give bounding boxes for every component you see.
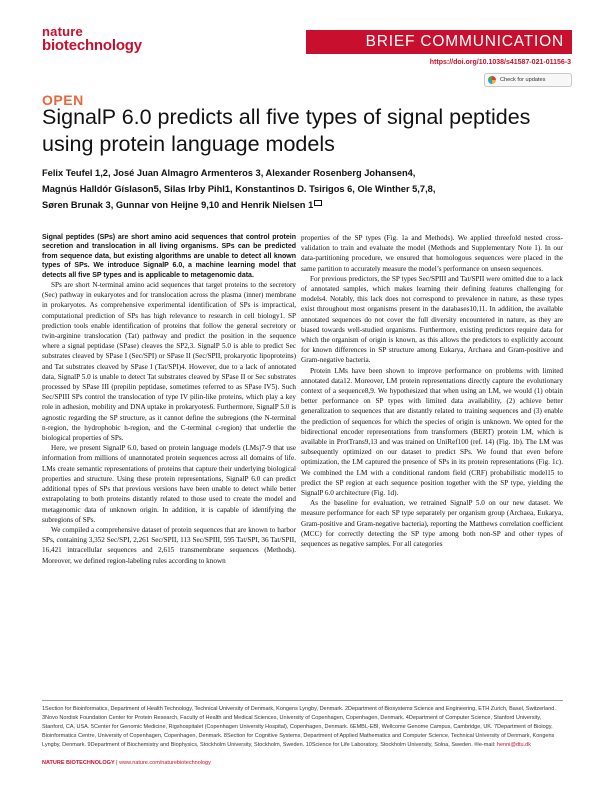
article-type-banner: BRIEF COMMUNICATION	[306, 30, 572, 54]
envelope-icon: ✉	[474, 742, 479, 748]
crossmark-icon	[488, 76, 496, 84]
footer-url[interactable]: www.nature.com/naturebiotechnology	[119, 760, 211, 766]
logo-nature: nature	[42, 24, 83, 39]
body-column-left	[42, 233, 296, 566]
author-line	[42, 197, 562, 213]
body-column-right	[301, 233, 563, 549]
body-paragraph: As the baseline for evaluation, we retrained SignalP 5.0 on our new dataset. We measure performance for each SP type separately per organism group (Archaea, Eukarya, Gram-positive and Gram-negative bacteria), reporting the Matthews correlation coefficient (MCC) for correctly detecting the SP type among both non-SP and other types of sequences as negative samples. For all categories	[301, 499, 563, 549]
footer-journal-name: NATURE BIOTECHNOLOGY	[42, 760, 115, 766]
logo-biotechnology: biotechnology	[42, 37, 142, 54]
page-footer	[42, 760, 211, 766]
author-line: Felix Teufel 1,2, José Juan Almagro Armenteros 3, Alexander Rosenberg Johansen4,	[42, 168, 416, 178]
body-paragraph: For previous predictors, the SP types Sec/SPIII and Tat/SPII were omitted due to a lack of annotated samples, which makes learning their defining features challenging for models4. Notably, this lack does not correspond to prevalence in nature, as these types exist throughout most organisms present in the databases10,11. In addition, the available annotated sequences do not cover the full diversity encountered in nature, as they are biased towards well-studied organisms. Furthermore, existing predictors require data for which the organism of origin is known, as this allows the predictors to explicitly account for known differences in SP structure among Eukarya, Archaea and Gram-positive and Gram-negative bacteria.	[301, 274, 563, 365]
body-paragraph: Protein LMs have been shown to improve performance on problems with limited annotated data12. Moreover, LM protein representations directly capture the evolutionary context of a sequence8,9. We hypothesized that when using an LM, we would (1) obtain better performance on SP types with limited data availability, (2) achieve better generalization to sequences that are distantly related to training sequences and (3) enable the prediction of sequences for which the species of origin is unknown. We opted for the bidirectional encoder representations from transformers (BERT) protein LM, which is available in ProtTrans9,13 and was trained on UniRef100 (ref. 14) (Fig. 1b). The LM was subsequently optimized on our dataset to predict SPs. We found that even before optimization, the LM captured the presence of SPs in its protein representations (Fig. 1c). We combined the LM with a conditional random field (CRF) probabilistic model15 to predict the SP region at each sequence position together with the SP type, yielding the SignalP 6.0 architecture (Fig. 1d).	[301, 366, 563, 498]
affiliations-text: 1Section for Bioinformatics, Department of Health Technology, Technical University of Denmark, Kongens Lyngby, Denmark. 2Department of Biosystems Science and Engineering, ETH Zurich, Basel, Switzerland. 3Novo Nordisk Foundation Center for Protein Research, Faculty of Health and Medical Sciences, University of Copenhagen, Copenhagen, Denmark. 4Department of Computer Science, Stanford University, Stanford, CA, USA. 5Center for Genomic Medicine, Rigshospitalet (Copenhagen University Hospital), Copenhagen, Denmark. 6EMBL-EBI, Wellcome Genome Campus, Cambridge, UK. 7Department of Biology, Bioinformatics Centre, University of Copenhagen, Copenhagen, Denmark. 8Section for Cognitive Systems, Department of Applied Mathematics and Computer Science, Technical University of Denmark, Kongens Lyngby, Denmark. 9Department of Biochemistry and Biophysics, Stockholm University, Stockholm, Sweden. 10Science for Life Laboratory, Stockholm University, Solna, Sweden.	[42, 706, 556, 748]
footer-separator: |	[116, 760, 118, 766]
author-line-text: Søren Brunak 3, Gunnar von Heijne 9,10 and Henrik Nielsen 1	[42, 200, 314, 210]
body-paragraph: Here, we present SignalP 6.0, based on protein language models (LMs)7-9 that use information from millions of unannotated protein sequences across all domains of life. LMs create semantic representations of proteins that capture their underlying biological properties and structure. Using these protein representations, SignalP 6.0 can predict additional types of SPs that previous versions have been unable to detect while better extrapolating to both proteins distantly related to those used to create the model and metagenomic data of unknown origin. In addition, it is capable of identifying the subregions of SPs.	[42, 444, 296, 524]
email-label: e-mail:	[478, 742, 496, 748]
check-for-updates-button[interactable]	[484, 73, 572, 87]
article-title: SignalP 6.0 predicts all five types of signal peptides using protein language models	[42, 105, 531, 156]
doi-link[interactable]: https://doi.org/10.1038/s41587-021-01156-3	[429, 59, 571, 66]
footnote-divider	[42, 700, 563, 701]
body-paragraph: properties of the SP types (Fig. 1a and Methods). We applied threefold nested cross-validation to train and evaluate the model (Methods and Supplementary Note 1). In our data-partitioning procedure, we ensured that homologous sequences were placed in the same partition to accurately measure the model’s performance on unseen sequences.	[301, 234, 563, 273]
journal-logo[interactable]	[42, 26, 192, 53]
check-for-updates-label: Check for updates	[500, 77, 546, 83]
email-link[interactable]: henni@dtu.dk	[496, 742, 531, 748]
author-line: Magnús Halldór Gíslason5, Silas Irby Pihl1, Konstantinos D. Tsirigos 6, Ole Winther 5,7,8,	[42, 184, 436, 194]
abstract: Signal peptides (SPs) are short amino acid sequences that control protein secretion and translocation in all living organisms. SPs can be predicted from sequence data, but existing algorithms are unable to detect all known types of SPs. We introduce SignalP 6.0, a machine learning model that detects all five SP types and is applicable to metagenomic data.	[42, 234, 296, 279]
envelope-icon[interactable]	[314, 200, 322, 206]
open-access-label: OPEN	[42, 92, 84, 108]
author-list	[42, 165, 562, 213]
body-paragraph: We compiled a comprehensive dataset of protein sequences that are known to harbor SPs, containing 3,352 Sec/SPI, 2,261 Sec/SPII, 113 Sec/SPIII, 595 Tat/SPI, 36 Tat/SPII, 16,421 intracellular sequences and 2,615 transmembrane sequences (Methods). Moreover, we defined region-labeling rules according to known	[42, 525, 296, 565]
body-paragraph: SPs are short N-terminal amino acid sequences that target proteins to the secretory (Sec) pathway in eukaryotes and for translocation across the plasma (inner) membrane in prokaryotes. As comprehensive experimental identification of SPs is impractical, computational prediction of SPs has high relevance to research in cell biology1. SP prediction tools enable identification of proteins that follow the general secretory or twin-arginine translocation (Tat) pathway and predict the position in the sequence where a signal peptidase (SPase) cleaves the SP2,3. SignalP 5.0 is able to predict Sec substrates cleaved by SPase I (Sec/SPI) or SPase II (Sec/SPII, prokaryotic lipoproteins) and Tat substrates cleaved by SPase I (Tat/SPI)4. However, due to a lack of annotated data, SignalP 5.0 is unable to detect Tat substrates cleaved by SPase II or Sec substrates processed by SPase III (prepilin peptidase, sometimes referred to as SPase IV5). Such Sec/SPIII SPs control the translocation of type IV pilin-like proteins, which play a key role in adhesion, mobility and DNA uptake in prokaryotes6. Furthermore, SignalP 5.0 is agnostic regarding the SP structure, as it cannot define the subregions (the N-terminal n-region, the hydrophobic h-region, and the C-terminal c-region) that underlie the biological properties of SPs.	[42, 281, 296, 443]
affiliations	[42, 705, 563, 750]
